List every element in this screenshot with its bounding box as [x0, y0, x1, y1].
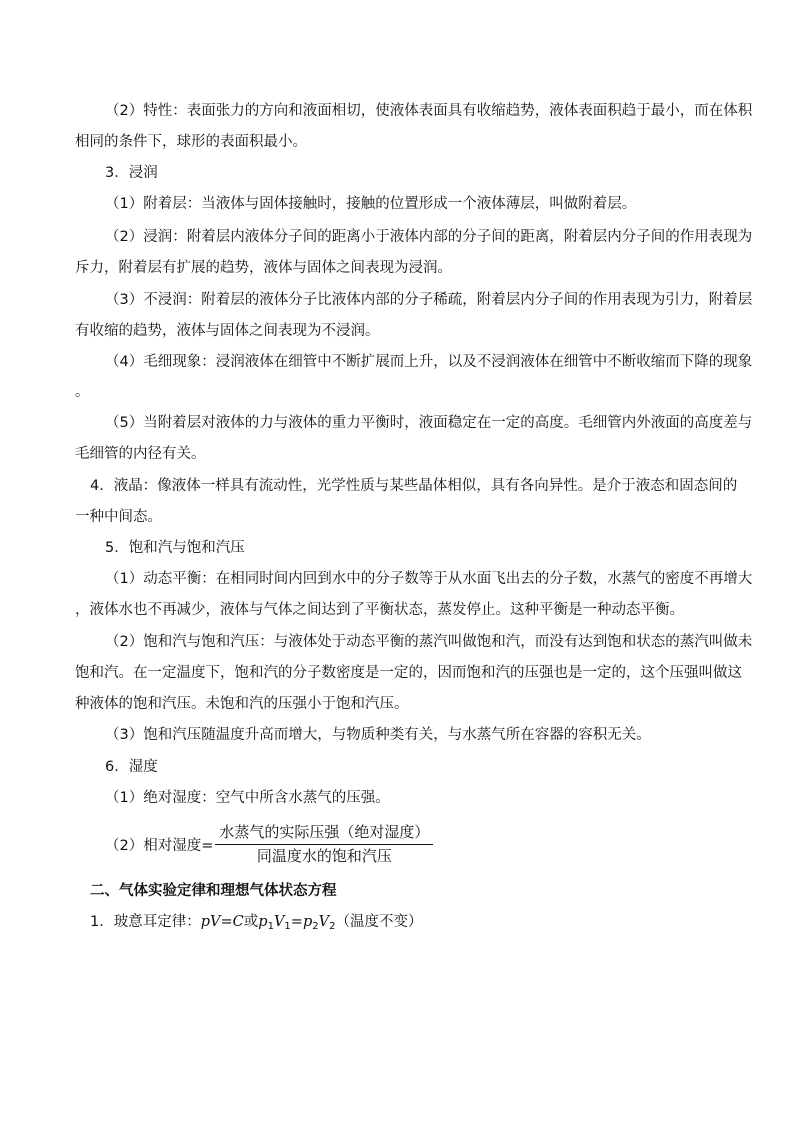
formula-p2-sub: 2	[312, 921, 319, 932]
paragraph-surface-tension-property: （2）特性：表面张力的方向和液面相切，使液体表面具有收缩趋势，液体表面积趋于最小，而在体积	[105, 103, 753, 119]
boyle-law-line	[90, 913, 422, 936]
formula-equals-1: =	[220, 914, 233, 930]
section-wetting-title: 3．浸润	[105, 165, 158, 181]
paragraph-dynamic-equilibrium-cont: ，液体水也不再减少，液体与气体之间达到了平衡状态，蒸发停止。这种平衡是一种动态平衡。	[75, 602, 684, 618]
formula-v1-sub: 1	[284, 921, 291, 932]
paragraph-liquid-crystal-cont: 一种中间态。	[75, 509, 162, 525]
paragraph-wetting: （2）浸润：附着层内液体分子间的距离小于液体内部的分子间的距离，附着层内分子间的作用表现为	[105, 229, 753, 245]
formula-constant: C	[232, 914, 244, 930]
formula-v1: V	[273, 914, 285, 930]
paragraph-saturated-vapor-cont-1: 饱和汽。在一定温度下，饱和汽的分子数密度是一定的，因而饱和汽的压强也是一定的，这个压强叫做这	[75, 665, 742, 681]
paragraph-vapor-pressure-temperature: （3）饱和汽压随温度升高而增大，与物质种类有关，与水蒸气所在容器的容积无关。	[105, 727, 651, 743]
paragraph-liquid-crystal: 4．液晶：像液体一样具有流动性，光学性质与某些晶体相似，具有各向异性。是介于液态和固态间的	[90, 478, 738, 494]
paragraph-saturated-vapor: （2）饱和汽与饱和汽压：与液体处于动态平衡的蒸汽叫做饱和汽，而没有达到饱和状态的蒸汽叫做未	[105, 634, 753, 650]
paragraph-capillary-height-cont: 毛细管的内径有关。	[75, 446, 206, 462]
relative-humidity-label: （2）相对湿度=	[105, 837, 214, 854]
formula-p2: p	[302, 914, 313, 930]
paragraph-adhesion-layer: （1）附着层：当液体与固体接触时，接触的位置形成一个液体薄层，叫做附着层。	[105, 196, 637, 212]
paragraph-saturated-vapor-cont-2: 种液体的饱和汽压。未饱和汽的压强小于饱和汽压。	[75, 696, 409, 712]
section-saturated-vapor-title: 5．饱和汽与饱和汽压	[105, 540, 245, 556]
relative-humidity-formula	[105, 822, 433, 866]
boyle-law-condition: （温度不变）	[335, 914, 423, 930]
formula-or: 或	[243, 914, 259, 930]
fraction-denominator: 同温度水的饱和汽压	[256, 846, 392, 865]
paragraph-capillary: （4）毛细现象：浸润液体在细管中不断扩展而上升，以及不浸润液体在细管中不断收缩而下降的现象	[105, 354, 753, 370]
section-humidity-title: 6．湿度	[105, 759, 158, 775]
formula-p1-sub: 1	[267, 921, 274, 932]
section-heading-gas-laws: 二、气体实验定律和理想气体状态方程	[90, 883, 337, 899]
paragraph-non-wetting: （3）不浸润：附着层的液体分子比液体内部的分子稀疏，附着层内分子间的作用表现为引力，附着层	[105, 292, 753, 308]
fraction-numerator: 水蒸气的实际压强（绝对湿度）	[215, 823, 433, 845]
formula-p1: p	[258, 914, 268, 930]
relative-humidity-fraction	[215, 823, 433, 866]
paragraph-non-wetting-cont: 有收缩的趋势，液体与固体之间表现为不浸润。	[75, 323, 380, 339]
paragraph-absolute-humidity: （1）绝对湿度：空气中所含水蒸气的压强。	[105, 790, 390, 806]
boyle-law-label: 1．玻意耳定律：	[90, 914, 201, 930]
formula-pv: pV	[200, 914, 221, 930]
paragraph-surface-tension-property-cont: 相同的条件下，球形的表面积最小。	[75, 134, 307, 150]
paragraph-capillary-cont: 。	[75, 384, 90, 400]
paragraph-wetting-cont: 斥力，附着层有扩展的趋势，液体与固体之间表现为浸润。	[75, 260, 452, 276]
paragraph-dynamic-equilibrium: （1）动态平衡：在相同时间内回到水中的分子数等于从水面飞出去的分子数，水蒸气的密度不再增大	[105, 571, 753, 587]
formula-v2: V	[318, 914, 330, 930]
formula-v2-sub: 2	[329, 921, 336, 932]
formula-equals-2: =	[290, 914, 303, 930]
paragraph-capillary-height: （5）当附着层对液体的力与液体的重力平衡时，液面稳定在一定的高度。毛细管内外液面的高度差与	[105, 415, 753, 431]
